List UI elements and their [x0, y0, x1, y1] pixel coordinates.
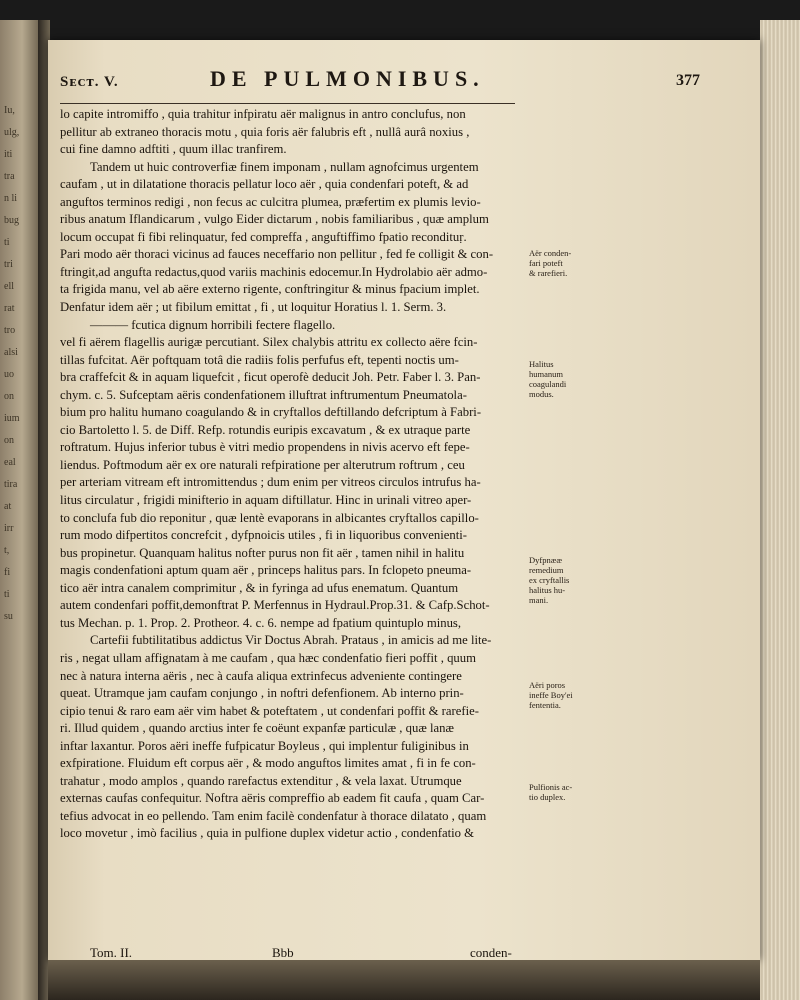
- facing-fragment: uo: [4, 369, 14, 380]
- facing-page-text: [4, 100, 34, 628]
- page-number: 377: [676, 72, 700, 89]
- main-text-block: [60, 106, 522, 843]
- margin-note-pulsio: [529, 782, 609, 802]
- text-line: tico aër intra canalem comprimitur , & in fyringa ad ufus enematum. Quantum: [60, 580, 459, 595]
- margin-note-line: coagulandi: [529, 379, 567, 389]
- text-line: autem condenfari poffit,demonftrat P. Merfennus in Hydraul.Prop.31. & Cafp.Schot-: [60, 598, 490, 613]
- facing-fragment: t,: [4, 545, 10, 556]
- margin-note-line: Pulfionis ac-: [529, 782, 573, 792]
- margin-note-line: Aër conden-: [529, 248, 572, 258]
- facing-fragment: ium: [4, 413, 20, 424]
- margin-note-line: ineffe Boy'ei: [529, 690, 573, 700]
- text-line: litus circulatur , frigidi minifterio in aquam diftillatur. Hinc in urinali vitreo aper-: [60, 493, 472, 508]
- margin-note-line: halitus hu-: [529, 585, 566, 595]
- facing-fragment: tra: [4, 171, 15, 182]
- page-stack-edge: [760, 20, 800, 1000]
- facing-fragment: eal: [4, 457, 16, 468]
- text-line: Cartefii fubtilitatibus addictus Vir Doctus Abrah. Prataus , in amicis ad me lite-: [90, 633, 492, 648]
- margin-note-line: tio duplex.: [529, 792, 566, 802]
- facing-fragment: fi: [4, 567, 11, 578]
- facing-fragment: bug: [4, 215, 19, 226]
- text-line: per arteriam vitream eft intromittendus ; dum enim per vitreos circulos intrufus ha-: [60, 475, 481, 490]
- margin-note-line: fari poteft: [529, 258, 563, 268]
- text-line: cipio tenui & raro eam aër vim habet & poteftatem , ut condenfari poffit & rarefie-: [60, 703, 479, 718]
- text-line: Denfatur idem aër ; ut fibilum emittat , fi , ut loquitur Horatius l. 1. Serm. 3.: [60, 300, 447, 315]
- text-line: externas caufas confequitur. Noftra aëris compreffio ab eadem fit caufa , quam Car-: [60, 791, 485, 806]
- text-line: tus Mechan. p. 1. Prop. 2. Protheor. 4. c. 6. nempe ad fpatium quintuplo minus,: [60, 615, 462, 630]
- margin-note-line: & rarefieri.: [529, 268, 568, 278]
- text-line: Pari modo aër thoraci vicinus ad fauces neceffario non pellitur , fed fe colligit & con-: [60, 247, 494, 262]
- facing-fragment: irr: [4, 523, 14, 534]
- facing-fragment: rat: [4, 303, 15, 314]
- facing-fragment: tri: [4, 259, 13, 270]
- text-line: cio Bartoletto l. 5. de Diff. Refp. rotundis euripis excavatum , & ex utraque parte: [60, 422, 471, 437]
- text-line: magis condenfationi aptum quam aër , princeps halitus pars. In fclopeto pneuma-: [60, 563, 472, 578]
- text-line: trahatur , modo amplos , quando rarefactus extenditur , & vela laxat. Utrumque: [60, 773, 462, 788]
- text-line: exfpiratione. Fluidum eft corpus aër , & modo anguftos limites amat , fi in fe con-: [60, 756, 476, 771]
- running-head: [60, 66, 740, 106]
- margin-note-aeri-pori: [529, 680, 609, 710]
- text-line: to conclufa fub dio reponitur , quæ lentè evaporans in albicantes cryftallos capillo-: [60, 510, 479, 525]
- catchword: conden-: [470, 945, 512, 960]
- text-line: roftratum. Hujus inferior tubus è vitri medio propendens in nivis acervo eft fepe-: [60, 440, 470, 455]
- facing-fragment: iti: [4, 149, 13, 160]
- facing-fragment: on: [4, 391, 14, 402]
- facing-fragment: Iu,: [4, 105, 15, 116]
- margin-note-line: mani.: [529, 595, 549, 605]
- gathering-mark: Bbb: [272, 945, 294, 960]
- text-line: cui fine damno adftiti , quum illac tranfirem.: [60, 142, 287, 157]
- text-line: loco movetur , imò facilius , quia in pulfione duplex videtur actio , condenfatio &: [60, 826, 475, 841]
- text-line: bus propinetur. Quanquam halitus nofter purus non fit aër , tamen nihil in halitu: [60, 545, 465, 560]
- text-line: vel fi aërem flagellis aurigæ percutiant. Silex chalybis attritu ex collecto aëre fcin-: [60, 335, 478, 350]
- text-line: anguftos terminos redigi , non fecus ac culcitra plumea, præfertim ex plumis levio-: [60, 194, 481, 209]
- margin-note-dyspnoea: [529, 555, 609, 605]
- text-line: nec à natura interna aëris , nec à caufa aliqua extrinfecus adveniente contingere: [60, 668, 462, 683]
- text-line: bium pro halitu humano coagulando & in cryftallos deftillando defcriptum à Fabri-: [60, 405, 482, 420]
- header-rule: [60, 103, 515, 104]
- margin-note-line: modus.: [529, 389, 554, 399]
- margin-note-line: ex cryftallis: [529, 575, 570, 585]
- text-line: rum modo difpertitos concrefcit , dyfpnoicis utiles , fi in liquoribus convenienti-: [60, 528, 467, 543]
- scan-bottom-shadow: [48, 960, 760, 1000]
- text-line: pellitur ab extraneo thoracis motu , quia foris aër falubris eft , nullâ aurâ noxius ,: [60, 124, 470, 139]
- margin-note-line: Aëri poros: [529, 680, 566, 690]
- text-line: ftringit,ad angufta redactus,quod variis machinis edocemur.In Hydrolabio aër admo-: [60, 264, 488, 279]
- text-line: ta frigida manu, vel ab aëre externo rigente, conftringitur & minus fpacium implet.: [60, 282, 480, 297]
- facing-fragment: ell: [4, 281, 14, 292]
- margin-note-line: remedium: [529, 565, 564, 575]
- text-line: Tandem ut huic controverfiæ finem imponam , nullam agnofcimus urgentem: [90, 159, 479, 174]
- text-line: chym. c. 5. Sufceptam aëris condenfationem illuftrat inftrumentum Pneumatola-: [60, 387, 467, 402]
- margin-note-line: fententia.: [529, 700, 561, 710]
- facing-fragment: at: [4, 501, 12, 512]
- facing-fragment: tro: [4, 325, 16, 336]
- text-line: ribus anatum Iflandicarum , vulgo Eider dictarum , nobis familiaribus , quæ amplum: [60, 212, 489, 227]
- text-line: caufam , ut in dilatatione thoracis pellatur loco aër , quia condenfari poteft, & ad: [60, 177, 469, 192]
- facing-fragment: ti: [4, 589, 10, 600]
- page-title: DE PULMONIBUS.: [210, 66, 485, 91]
- text-line: tefius advocat in eo pellendo. Tam enim facilè condenfatur à thorace dilatato , quam: [60, 808, 487, 823]
- margin-note-halitus: [529, 359, 609, 399]
- text-line: tillas fufcitat. Aër poftquam totâ die radiis folis perfufus eft, tepenti noctis um-: [60, 352, 459, 367]
- facing-fragment: n li: [4, 193, 18, 204]
- text-line: queat. Utramque jam caufam conjungo , in noftri defenfionem. Ab interno prin-: [60, 686, 464, 701]
- facing-fragment: ti: [4, 237, 10, 248]
- facing-page-edge: [0, 20, 40, 1000]
- volume-signature: Tom. II.: [90, 945, 133, 960]
- text-line: locum occupat fi fibi relinquatur, fed compreffa , anguftiffimo fpatio recondituṛ.: [60, 229, 467, 244]
- text-line: liendus. Poftmodum aër ex ore naturali refpiratione per alterutrum roftrum , ceu: [60, 457, 465, 472]
- margin-note-line: Halitus: [529, 359, 554, 369]
- text-line: inftar laxantur. Poros aëri ineffe fufpicatur Boyleus , qui implentur fuliginibus in: [60, 738, 469, 753]
- facing-fragment: alsi: [4, 347, 18, 358]
- facing-fragment: su: [4, 611, 13, 622]
- margin-note-aer-condensari: [529, 248, 609, 278]
- section-label: Sᴇᴄᴛ. V.: [60, 74, 119, 90]
- text-line: ——— fcutica dignum horribili fectere flagello.: [90, 317, 336, 332]
- text-line: ris , negat ullam affignatam à me caufam , qua hæc condenfatio fieri poffit , quum: [60, 650, 476, 665]
- margin-note-line: humanum: [529, 369, 563, 379]
- facing-fragment: ulg,: [4, 127, 20, 138]
- facing-fragment: tira: [4, 479, 18, 490]
- margin-note-line: Dyfpnææ: [529, 555, 563, 565]
- facing-fragment: on: [4, 435, 14, 446]
- text-line: bra craffefcit & in aquam liquefcit , ficut operofè deducit Joh. Petr. Faber l. 3. Pan-: [60, 370, 481, 385]
- text-line: lo capite intromiffo , quia trahitur infpiratu aër malignus in antro conclufus, non: [60, 107, 466, 121]
- text-line: ri. Illud quidem , quando arctius inter fe coëunt expanfæ particulæ , quæ lanæ: [60, 721, 454, 736]
